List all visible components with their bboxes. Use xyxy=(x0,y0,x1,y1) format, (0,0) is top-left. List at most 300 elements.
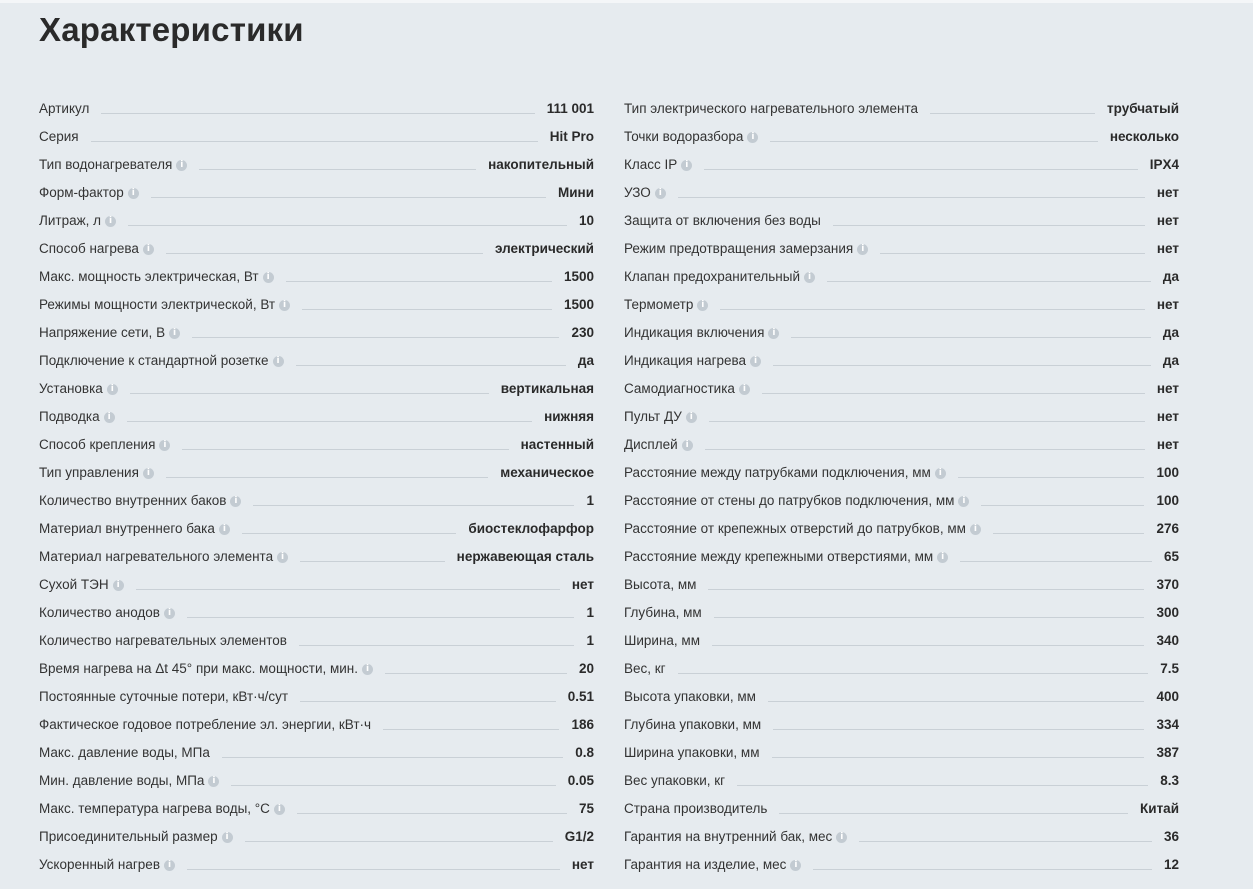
spec-row xyxy=(624,705,1179,733)
leader-line xyxy=(678,673,1149,674)
leader-line xyxy=(704,169,1137,170)
spec-value: нет xyxy=(571,577,594,592)
spec-row xyxy=(624,649,1179,677)
spec-value: нет xyxy=(1156,185,1179,200)
spec-value: нержавеющая сталь xyxy=(456,549,594,564)
spec-value: Мини xyxy=(558,185,594,200)
spec-value: 36 xyxy=(1163,829,1179,844)
spec-row xyxy=(624,621,1179,649)
leader-line xyxy=(128,225,567,226)
spec-label xyxy=(39,549,288,565)
spec-row xyxy=(39,845,594,873)
info-icon[interactable]: i xyxy=(113,580,124,591)
info-icon[interactable]: i xyxy=(274,804,285,815)
spec-label xyxy=(624,381,750,397)
spec-row xyxy=(39,145,594,173)
spec-value: 20 xyxy=(578,661,594,676)
specs-column-left xyxy=(39,89,594,873)
leader-line xyxy=(762,393,1145,394)
leader-line xyxy=(299,645,575,646)
spec-value: 100 xyxy=(1156,465,1179,480)
spec-label-text: Мин. давление воды, МПа xyxy=(39,773,205,788)
spec-label xyxy=(39,129,79,145)
leader-line xyxy=(192,337,559,338)
spec-label-text: Артикул xyxy=(39,101,90,116)
leader-line xyxy=(712,645,1144,646)
spec-value: 7.5 xyxy=(1160,661,1179,676)
spec-label-text: Количество анодов xyxy=(39,605,160,620)
spec-value: нет xyxy=(1156,409,1179,424)
spec-value: 0.51 xyxy=(567,689,594,704)
info-icon[interactable]: i xyxy=(958,496,969,507)
spec-label-text: Серия xyxy=(39,129,79,144)
spec-row xyxy=(39,201,594,229)
spec-label-text: Литраж, л xyxy=(39,213,102,228)
spec-row xyxy=(624,89,1179,117)
spec-label-text: Класс IP xyxy=(624,157,678,172)
spec-row xyxy=(624,677,1179,705)
spec-label-text: Установка xyxy=(39,381,103,396)
spec-row xyxy=(39,677,594,705)
spec-value: 400 xyxy=(1156,689,1179,704)
spec-value: 10 xyxy=(578,213,594,228)
spec-row xyxy=(624,789,1179,817)
spec-value: 387 xyxy=(1156,745,1179,760)
spec-value: Hit Pro xyxy=(549,129,594,144)
spec-label xyxy=(39,773,219,789)
info-icon[interactable]: i xyxy=(143,468,154,479)
spec-value: 0.05 xyxy=(567,773,594,788)
spec-row xyxy=(39,537,594,565)
spec-label-text: Расстояние между крепежными отверстиями, мм xyxy=(624,549,934,564)
spec-row xyxy=(39,397,594,425)
spec-label xyxy=(39,605,175,621)
spec-row xyxy=(39,229,594,257)
spec-value: 300 xyxy=(1156,605,1179,620)
leader-line xyxy=(296,365,566,366)
spec-value: нет xyxy=(1156,437,1179,452)
leader-line xyxy=(385,673,567,674)
spec-label-text: Точки водоразбора xyxy=(624,129,744,144)
spec-label xyxy=(39,493,241,509)
spec-row xyxy=(624,201,1179,229)
spec-value: биостеклофарфор xyxy=(468,521,594,536)
spec-label xyxy=(39,409,115,425)
spec-row xyxy=(39,593,594,621)
info-icon[interactable]: i xyxy=(164,608,175,619)
spec-label-text: Тип электрического нагревательного элемента xyxy=(624,101,919,116)
leader-line xyxy=(779,813,1128,814)
spec-label xyxy=(624,465,946,481)
spec-label xyxy=(39,829,233,845)
spec-row xyxy=(624,817,1179,845)
spec-value: 334 xyxy=(1156,717,1179,732)
leader-line xyxy=(166,253,483,254)
leader-line xyxy=(136,589,560,590)
spec-label-text: Фактическое годовое потребление эл. энергии, кВт·ч xyxy=(39,717,372,732)
leader-line xyxy=(187,617,575,618)
leader-line xyxy=(859,841,1152,842)
spec-label xyxy=(624,353,761,369)
info-icon[interactable]: i xyxy=(686,412,697,423)
spec-label xyxy=(39,269,274,285)
leader-line xyxy=(720,309,1145,310)
spec-value: несколько xyxy=(1109,129,1179,144)
info-icon[interactable]: i xyxy=(176,160,187,171)
spec-label-text: Макс. мощность электрическая, Вт xyxy=(39,269,259,284)
spec-row xyxy=(624,341,1179,369)
info-icon[interactable]: i xyxy=(143,244,154,255)
info-icon[interactable]: i xyxy=(273,356,284,367)
spec-label xyxy=(39,157,187,173)
spec-label xyxy=(39,297,290,313)
spec-value: нет xyxy=(571,857,594,872)
info-icon[interactable]: i xyxy=(222,832,233,843)
spec-value: 276 xyxy=(1156,521,1179,536)
leader-line xyxy=(768,701,1145,702)
info-icon[interactable]: i xyxy=(277,552,288,563)
spec-row xyxy=(624,509,1179,537)
spec-row xyxy=(624,425,1179,453)
leader-line xyxy=(286,281,552,282)
leader-line xyxy=(981,505,1144,506)
spec-row xyxy=(39,313,594,341)
info-icon[interactable]: i xyxy=(750,356,761,367)
leader-line xyxy=(253,505,574,506)
leader-line xyxy=(182,449,508,450)
leader-line xyxy=(958,477,1145,478)
spec-row xyxy=(624,733,1179,761)
spec-row xyxy=(624,845,1179,873)
spec-label xyxy=(624,521,981,537)
spec-value: 1500 xyxy=(563,297,594,312)
spec-row xyxy=(39,425,594,453)
spec-label-text: Высота упаковки, мм xyxy=(624,689,756,704)
spec-label xyxy=(624,213,821,229)
leader-line xyxy=(245,841,553,842)
spec-label-text: Ширина упаковки, мм xyxy=(624,745,760,760)
spec-row xyxy=(39,481,594,509)
spec-label-text: Гарантия на изделие, мес xyxy=(624,857,787,872)
info-icon[interactable]: i xyxy=(169,328,180,339)
leader-line xyxy=(772,757,1145,758)
spec-label-text: Присоединительный размер xyxy=(39,829,218,844)
leader-line xyxy=(791,337,1151,338)
spec-label-text: Постоянные суточные потери, кВт·ч/сут xyxy=(39,689,289,704)
leader-line xyxy=(813,869,1152,870)
leader-line xyxy=(127,421,532,422)
spec-row xyxy=(39,733,594,761)
spec-label xyxy=(39,745,210,761)
spec-value: да xyxy=(1162,269,1179,284)
spec-label-text: Расстояние от крепежных отверстий до патрубков, мм xyxy=(624,521,966,536)
spec-row xyxy=(624,397,1179,425)
spec-label xyxy=(624,605,702,621)
spec-value: 1 xyxy=(586,605,594,620)
spec-label xyxy=(624,297,708,313)
spec-label-text: Режим предотвращения замерзания xyxy=(624,241,854,256)
spec-label-text: Защита от включения без воды xyxy=(624,213,821,228)
leader-line xyxy=(302,309,552,310)
spec-label xyxy=(39,185,139,201)
leader-line xyxy=(130,393,489,394)
spec-label xyxy=(39,465,154,481)
info-icon[interactable]: i xyxy=(935,468,946,479)
specs-column-right xyxy=(624,89,1179,873)
spec-label xyxy=(39,381,118,397)
spec-label xyxy=(624,493,969,509)
spec-label xyxy=(624,829,847,845)
info-icon[interactable]: i xyxy=(105,216,116,227)
spec-label xyxy=(624,269,815,285)
spec-label xyxy=(624,129,758,145)
spec-value: IPX4 xyxy=(1149,157,1179,172)
spec-row xyxy=(39,453,594,481)
spec-label xyxy=(624,549,948,565)
spec-label-text: Макс. давление воды, МПа xyxy=(39,745,210,760)
spec-value: 111 001 xyxy=(546,101,594,116)
info-icon[interactable]: i xyxy=(230,496,241,507)
spec-row xyxy=(39,649,594,677)
spec-label xyxy=(624,409,697,425)
spec-value: 340 xyxy=(1156,633,1179,648)
info-icon[interactable]: i xyxy=(107,384,118,395)
spec-label-text: Гарантия на внутренний бак, мес xyxy=(624,829,833,844)
spec-label xyxy=(39,717,371,733)
leader-line xyxy=(708,589,1144,590)
leader-line xyxy=(300,701,556,702)
spec-label xyxy=(624,661,666,677)
spec-value: механическое xyxy=(500,465,594,480)
spec-value: 370 xyxy=(1156,577,1179,592)
spec-row xyxy=(39,621,594,649)
leader-line xyxy=(930,113,1095,114)
spec-value: нет xyxy=(1156,297,1179,312)
info-icon[interactable]: i xyxy=(747,132,758,143)
spec-value: 65 xyxy=(1163,549,1179,564)
info-icon[interactable]: i xyxy=(164,860,175,871)
spec-label xyxy=(39,325,180,341)
spec-label-text: Ширина, мм xyxy=(624,633,700,648)
info-icon[interactable]: i xyxy=(682,440,693,451)
spec-value: 75 xyxy=(578,801,594,816)
spec-value: да xyxy=(577,353,594,368)
spec-label-text: Глубина, мм xyxy=(624,605,702,620)
spec-label-text: Пульт ДУ xyxy=(624,409,682,424)
leader-line xyxy=(242,533,457,534)
spec-row xyxy=(624,565,1179,593)
spec-row xyxy=(624,481,1179,509)
spec-row xyxy=(624,313,1179,341)
info-icon[interactable]: i xyxy=(263,272,274,283)
leader-line xyxy=(187,869,560,870)
spec-label xyxy=(624,185,666,201)
spec-label xyxy=(624,241,868,257)
leader-line xyxy=(714,617,1145,618)
spec-row xyxy=(39,285,594,313)
spec-label-text: Высота, мм xyxy=(624,577,697,592)
spec-label-text: Расстояние от стены до патрубков подключения, мм xyxy=(624,493,955,508)
spec-label-text: Ускоренный нагрев xyxy=(39,857,160,872)
spec-row xyxy=(624,257,1179,285)
spec-label-text: Индикация включения xyxy=(624,325,765,340)
spec-label xyxy=(39,689,288,705)
leader-line xyxy=(300,561,445,562)
spec-label-text: Тип водонагревателя xyxy=(39,157,173,172)
leader-line xyxy=(709,421,1145,422)
spec-value: 1 xyxy=(586,493,594,508)
spec-label-text: Время нагрева на Δt 45° при макс. мощности, мин. xyxy=(39,661,359,676)
spec-label-text: Материал внутреннего бака xyxy=(39,521,215,536)
info-icon[interactable]: i xyxy=(857,244,868,255)
info-icon[interactable]: i xyxy=(697,300,708,311)
spec-value: 230 xyxy=(571,325,594,340)
spec-label xyxy=(39,241,154,257)
leader-line xyxy=(880,253,1145,254)
spec-value: да xyxy=(1162,325,1179,340)
spec-row xyxy=(39,369,594,397)
info-icon[interactable]: i xyxy=(279,300,290,311)
info-icon[interactable]: i xyxy=(104,412,115,423)
spec-value: 8.3 xyxy=(1160,773,1179,788)
leader-line xyxy=(222,757,563,758)
spec-row xyxy=(39,341,594,369)
spec-value: накопительный xyxy=(488,157,594,172)
leader-line xyxy=(297,813,567,814)
spec-row xyxy=(39,565,594,593)
info-icon[interactable]: i xyxy=(937,552,948,563)
spec-label xyxy=(624,689,756,705)
spec-row xyxy=(39,257,594,285)
spec-value: G1/2 xyxy=(564,829,594,844)
spec-value: нет xyxy=(1156,381,1179,396)
info-icon[interactable]: i xyxy=(790,860,801,871)
info-icon[interactable]: i xyxy=(768,328,779,339)
spec-value: да xyxy=(1162,353,1179,368)
leader-line xyxy=(166,477,488,478)
spec-label xyxy=(39,633,287,649)
leader-line xyxy=(383,729,559,730)
spec-row xyxy=(624,173,1179,201)
spec-row xyxy=(39,761,594,789)
spec-label-text: Макс. температура нагрева воды, °С xyxy=(39,801,270,816)
info-icon[interactable]: i xyxy=(159,440,170,451)
spec-row xyxy=(39,173,594,201)
spec-value: 1 xyxy=(586,633,594,648)
spec-label xyxy=(624,773,725,789)
leader-line xyxy=(833,225,1145,226)
spec-label-text: Тип управления xyxy=(39,465,139,480)
leader-line xyxy=(678,197,1145,198)
spec-label-text: Индикация нагрева xyxy=(624,353,747,368)
spec-label-text: Способ нагрева xyxy=(39,241,139,256)
leader-line xyxy=(773,365,1151,366)
leader-line xyxy=(101,113,534,114)
spec-label xyxy=(624,633,700,649)
spec-label xyxy=(39,353,284,369)
spec-row xyxy=(624,761,1179,789)
spec-row xyxy=(624,229,1179,257)
spec-value: нижняя xyxy=(544,409,594,424)
info-icon[interactable]: i xyxy=(208,776,219,787)
info-icon[interactable]: i xyxy=(970,524,981,535)
spec-label-text: Глубина упаковки, мм xyxy=(624,717,762,732)
spec-label xyxy=(39,521,230,537)
spec-row xyxy=(39,817,594,845)
info-icon[interactable]: i xyxy=(681,160,692,171)
spec-label xyxy=(39,857,175,873)
info-icon[interactable]: i xyxy=(362,664,373,675)
spec-row xyxy=(39,789,594,817)
spec-row xyxy=(39,705,594,733)
spec-label-text: Способ крепления xyxy=(39,437,156,452)
spec-label xyxy=(39,437,170,453)
spec-label-text: Клапан предохранительный xyxy=(624,269,801,284)
spec-label-text: Количество нагревательных элементов xyxy=(39,633,287,648)
spec-label-text: Напряжение сети, В xyxy=(39,325,166,340)
leader-line xyxy=(960,561,1152,562)
spec-row xyxy=(624,145,1179,173)
spec-value: 12 xyxy=(1163,857,1179,872)
info-icon[interactable]: i xyxy=(836,832,847,843)
spec-label-text: Расстояние между патрубками подключения, мм xyxy=(624,465,931,480)
spec-label xyxy=(39,801,285,817)
spec-label-text: Термометр xyxy=(624,297,694,312)
spec-label xyxy=(624,101,918,117)
spec-label-text: Режимы мощности электрической, Вт xyxy=(39,297,276,312)
spec-label-text: Сухой ТЭН xyxy=(39,577,109,592)
leader-line xyxy=(231,785,555,786)
spec-label xyxy=(39,661,373,677)
spec-row xyxy=(624,369,1179,397)
spec-label-text: Вес упаковки, кг xyxy=(624,773,726,788)
leader-line xyxy=(199,169,476,170)
page-title: Характеристики xyxy=(39,11,304,48)
spec-label xyxy=(624,437,693,453)
spec-label xyxy=(624,717,761,733)
info-icon[interactable]: i xyxy=(739,384,750,395)
spec-label xyxy=(39,577,124,593)
leader-line xyxy=(151,197,546,198)
info-icon[interactable]: i xyxy=(219,524,230,535)
leader-line xyxy=(737,785,1148,786)
spec-value: 186 xyxy=(571,717,594,732)
spec-label xyxy=(624,745,760,761)
spec-row xyxy=(39,117,594,145)
spec-label-text: Количество внутренних баков xyxy=(39,493,227,508)
spec-value: 100 xyxy=(1156,493,1179,508)
leader-line xyxy=(770,141,1097,142)
leader-line xyxy=(91,141,538,142)
spec-label-text: Форм-фактор xyxy=(39,185,124,200)
spec-label xyxy=(624,801,767,817)
spec-row xyxy=(39,509,594,537)
spec-label-text: Самодиагностика xyxy=(624,381,735,396)
spec-label xyxy=(624,325,779,341)
spec-label-text: Подводка xyxy=(39,409,100,424)
info-icon[interactable]: i xyxy=(655,188,666,199)
info-icon[interactable]: i xyxy=(804,272,815,283)
spec-row xyxy=(624,537,1179,565)
leader-line xyxy=(993,533,1145,534)
spec-row xyxy=(624,117,1179,145)
spec-value: вертикальная xyxy=(500,381,594,396)
spec-label-text: УЗО xyxy=(624,185,651,200)
leader-line xyxy=(705,449,1145,450)
info-icon[interactable]: i xyxy=(128,188,139,199)
spec-row xyxy=(624,285,1179,313)
spec-label-text: Материал нагревательного элемента xyxy=(39,549,274,564)
